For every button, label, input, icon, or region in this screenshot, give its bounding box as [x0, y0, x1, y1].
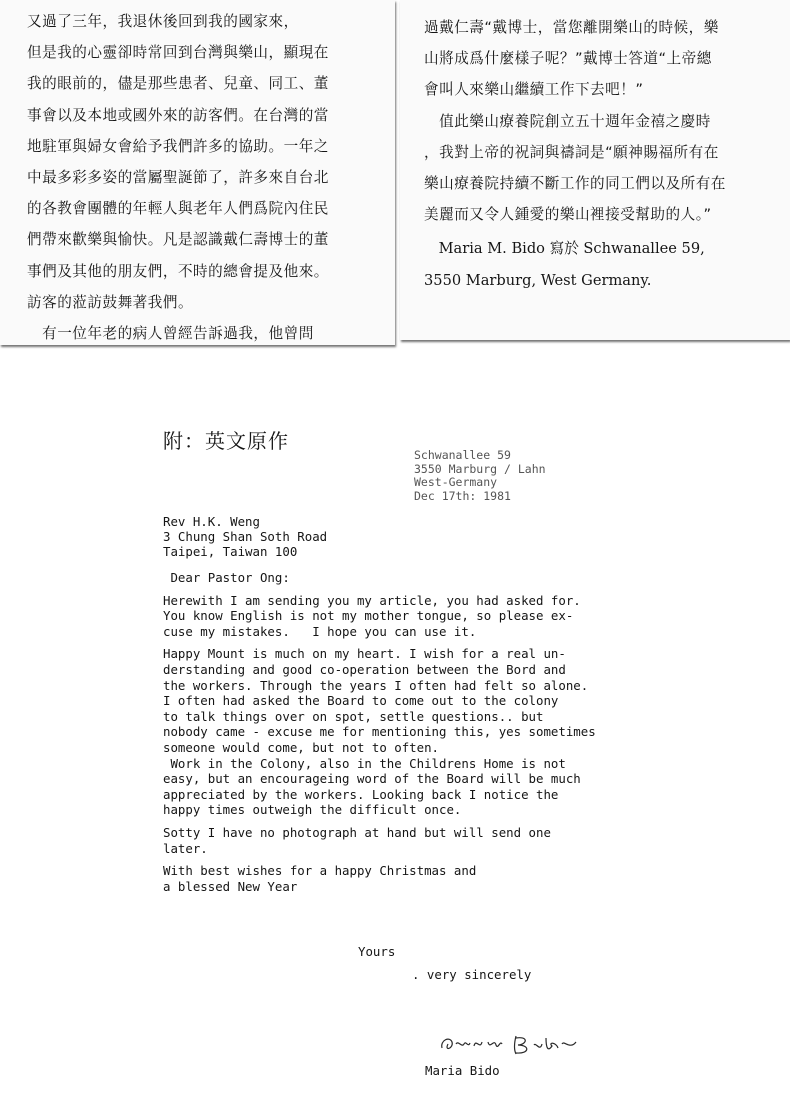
letter-paragraph	[163, 825, 683, 856]
chinese-text-line: 美麗而又令人鍾愛的樂山裡接受幫助的人。”	[424, 206, 712, 224]
chinese-text-line: 我的眼前的，儘是那些患者、兒童、同工、董	[27, 75, 329, 93]
chinese-text-line: 值此樂山療養院創立五十週年金禧之慶時	[424, 112, 711, 130]
closing-sincerely: . very sincerely	[412, 967, 532, 982]
chinese-text-line: 中最多彩多姿的當屬聖誕節了，許多來自台北	[27, 169, 329, 187]
letter-line: cuse my mistakes. I hope you can use it.	[163, 623, 477, 639]
sender-address-line: West-Germany	[414, 475, 498, 490]
chinese-signature-lines	[424, 233, 774, 297]
chinese-signature-line: 3550 Marburg, West Germany.	[424, 272, 652, 289]
handwritten-signature	[436, 1030, 586, 1060]
sender-address-line: Dec 17th: 1981	[414, 488, 511, 503]
chinese-text-line: 過戴仁壽“戴博士，當您離開樂山的時候，樂	[424, 19, 719, 36]
letter-line: Sotty I have no photograph at hand but will send one	[163, 824, 551, 840]
letter-paragraph	[163, 863, 683, 894]
sender-address-line: Schwanallee 59	[414, 448, 511, 462]
recipient-address-line: Taipei, Taiwan 100	[163, 544, 298, 559]
chinese-text-line: 樂山療養院持續不斷工作的同工們以及所有在	[424, 175, 726, 193]
letter-paragraph	[163, 593, 683, 640]
letter-line: With best wishes for a happy Christmas and	[163, 863, 477, 879]
letter-line: the workers. Through the years I often had felt so alone.	[163, 677, 589, 693]
letter-line: easy, but an encourageing word of the Board will be much	[163, 771, 581, 787]
letter-line: happy times outweigh the difficult once.	[163, 802, 462, 818]
chinese-text-line: 們帶來歡樂與愉快。凡是認識戴仁壽博士的董	[27, 231, 329, 249]
chinese-text-line: 事會以及本地或國外來的訪客們。在台灣的當	[27, 106, 329, 124]
salutation: Dear Pastor Ong:	[163, 570, 290, 585]
chinese-text-line: 有一位年老的病人曾經告訴過我，他曾問	[27, 325, 314, 343]
chinese-clipping-right	[400, 0, 790, 340]
letter-line: appreciated by the workers. Looking back I notice the	[163, 786, 559, 802]
letter-body	[163, 570, 683, 901]
recipient-address-line: 3 Chung Shan Soth Road	[163, 529, 328, 544]
chinese-text-line: 山將成爲什麼樣子呢？”戴博士答道“上帝總	[424, 50, 712, 68]
letter-paragraph	[163, 646, 683, 818]
letter-line: Happy Mount is much on my heart. I wish for a real un-	[163, 646, 566, 662]
letter-line: someone would come, but not to often.	[163, 739, 440, 755]
sender-address	[414, 449, 546, 503]
letter-line: later.	[163, 840, 208, 856]
letter-line: a blessed New Year	[163, 878, 298, 894]
chinese-text-left	[27, 6, 387, 345]
letter-line: nobody came - excuse me for mentioning this, yes sometimes	[163, 724, 596, 740]
chinese-text-line: 的各教會團體的年輕人與老年人們爲院內住民	[27, 200, 329, 218]
letter-paragraphs	[163, 593, 683, 895]
letter-line: You know English is not my mother tongue, so please ex-	[163, 608, 574, 624]
chinese-text-line: 又過了三年，我退休後回到我的國家來，	[27, 13, 299, 30]
annex-title: 附：英文原作	[163, 429, 289, 453]
letter-line: Work in the Colony, also in the Childrens Home is not	[163, 755, 566, 771]
signer-name: Maria Bido	[425, 1063, 500, 1078]
chinese-clipping-left	[0, 0, 395, 345]
letter-line: derstanding and good co-operation between the Bord and	[163, 661, 566, 677]
chinese-text-line: 地駐軍與婦女會給予我們許多的協助。一年之	[27, 137, 329, 155]
letter-line: Herewith I am sending you my article, you had asked for.	[163, 592, 581, 608]
letter-line: I often had asked the Board to come out to the colony	[163, 693, 559, 709]
recipient-address	[163, 514, 327, 559]
chinese-text-line: 訪客的蒞訪鼓舞著我們。	[27, 293, 194, 311]
chinese-text-line: ，我對上帝的祝詞與禱詞是“願神賜福所有在	[424, 143, 719, 161]
closing-yours: Yours	[358, 944, 396, 959]
chinese-signature-line: Maria M. Bido 寫於 Schwanallee 59,	[424, 240, 705, 257]
sender-address-line: 3550 Marburg / Lahn	[414, 461, 546, 476]
chinese-text-right	[424, 12, 776, 230]
recipient-address-line: Rev H.K. Weng	[163, 514, 260, 529]
chinese-text-line: 會叫人來樂山繼續工作下去吧！”	[424, 81, 644, 99]
chinese-text-line: 事們及其他的朋友們，不時的總會提及他來。	[27, 262, 329, 280]
chinese-text-line: 但是我的心靈卻時常回到台灣與樂山，顯現在	[27, 44, 329, 62]
letter-line: to talk things over on spot, settle questions.. but	[163, 708, 544, 724]
